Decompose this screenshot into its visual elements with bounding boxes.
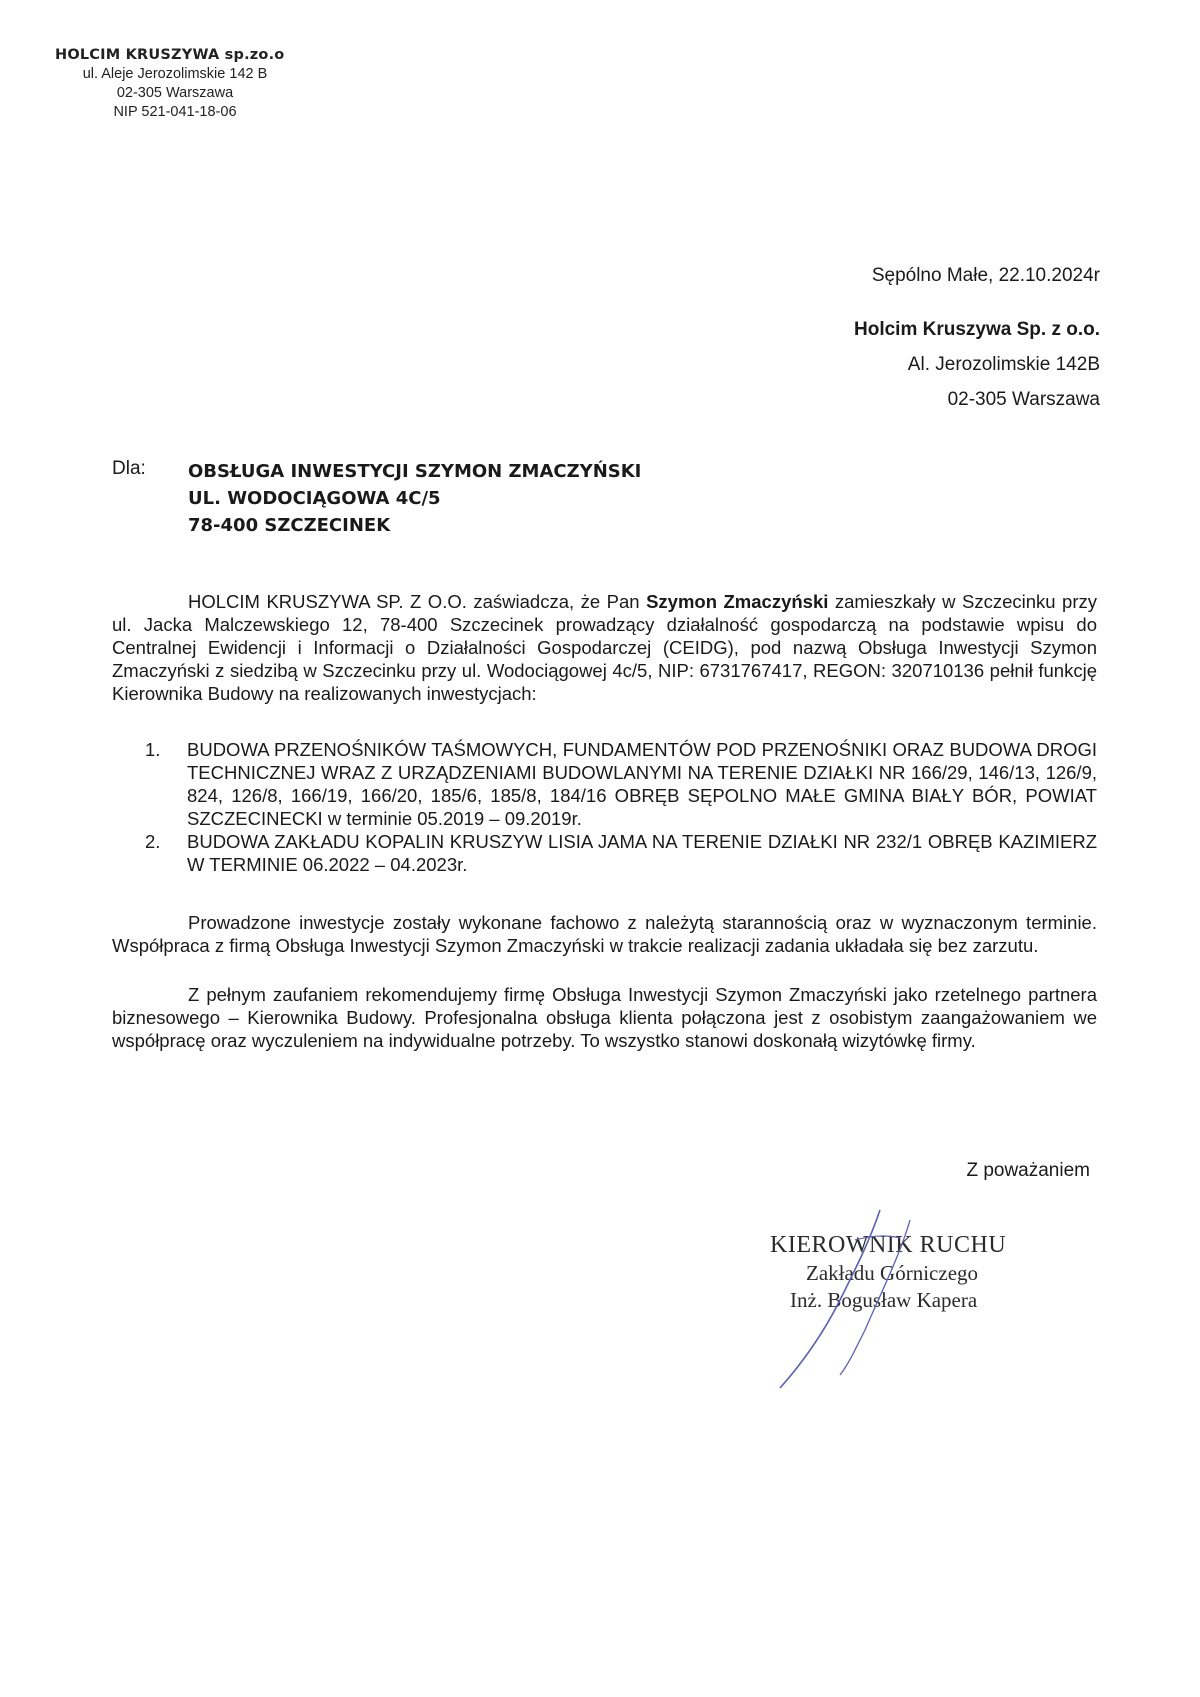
- letter-date: Sępólno Małe, 22.10.2024r: [871, 265, 1100, 286]
- sender-address: [854, 312, 1100, 417]
- list-item: [145, 738, 1097, 830]
- signature-department: Zakładu Górniczego: [806, 1261, 979, 1285]
- recipient-name: OBSŁUGA INWESTYCJI SZYMON ZMACZYŃSKI: [188, 461, 642, 482]
- sender-name: Holcim Kruszywa Sp. z o.o.: [854, 319, 1100, 340]
- intro-text-a: HOLCIM KRUSZYWA SP. Z O.O. zaświadcza, że Pan: [188, 591, 647, 612]
- handwritten-signature-icon: [760, 1200, 940, 1400]
- list-item-text: BUDOWA PRZENOŚNIKÓW TAŚMOWYCH, FUNDAMENTÓW POD PRZENOŚNIKI ORAZ BUDOWA DROGI TECHNICZNEJ WRAZ Z URZĄDZENIAMI BUDOWLANYMI NA TERENIE DZIAŁKI NR 166/29, 146/13, 126/9, 824, 126/8, 166/19, 166/20, 185/6, 185/8, 184/16 OBRĘB SĘPOLNO MAŁE GMINA BIAŁY BÓR, POWIAT SZCZECINECKI w terminie 05.2019 – 09.2019r.: [187, 739, 1097, 829]
- stamp-company: HOLCIM KRUSZYWA sp.zo.o: [55, 47, 285, 63]
- signature-name: Inż. Bogusław Kapera: [790, 1288, 978, 1312]
- recipient-city: 78-400 SZCZECINEK: [188, 515, 391, 536]
- list-item: [145, 830, 1097, 876]
- paragraph-intro: [112, 590, 1097, 705]
- paragraph-evaluation: Prowadzone inwestycje zostały wykonane fachowo z należytą starannością oraz w wyznaczonym terminie. Współpraca z firmą Obsługa Inwestycji Szymon Zmaczyński w trakcie realizacji zadania układała się bez zarzutu.: [112, 912, 1097, 956]
- sender-city: 02-305 Warszawa: [947, 389, 1100, 410]
- recipient-label: Dla:: [112, 458, 146, 479]
- closing-salutation: Z poważaniem: [966, 1160, 1090, 1181]
- stamp-city: 02-305 Warszawa: [116, 85, 234, 101]
- investment-list: [145, 738, 1097, 876]
- sender-street: Al. Jerozolimskie 142B: [907, 354, 1100, 375]
- company-stamp: [55, 46, 295, 122]
- stamp-nip: NIP 521-041-18-06: [113, 104, 237, 120]
- signature-title: KIEROWNIK RUCHU: [770, 1232, 1007, 1258]
- list-item-text: BUDOWA ZAKŁADU KOPALIN KRUSZYW LISIA JAMA NA TERENIE DZIAŁKI NR 232/1 OBRĘB KAZIMIERZ W TERMINIE 06.2022 – 04.2023r.: [187, 831, 1097, 875]
- person-name: Szymon Zmaczyński: [646, 591, 829, 612]
- intro-text-b: zamieszkały w Szczecinku przy ul. Jacka Malczewskiego 12, 78-400 Szczecinek prowadzący działalność gospodarczą na podstawie wpisu do Centralnej Ewidencji i Informacji o Działalności Gospodarczej (CEIDG), pod nazwą Obsługa Inwestycji Szymon Zmaczyński z siedzibą w Szczecinku przy ul. Wodociągowej 4c/5, NIP: 6731767417, REGON: 320710136 pełnił funkcję Kierownika Budowy na realizowanych inwestycjach:: [112, 591, 1098, 704]
- list-item-number: 1.: [145, 739, 161, 760]
- list-item-number: 2.: [145, 831, 161, 852]
- recipient-address: [188, 458, 641, 539]
- stamp-street: ul. Aleje Jerozolimskie 142 B: [82, 66, 268, 82]
- paragraph-recommendation: Z pełnym zaufaniem rekomendujemy firmę Obsługa Inwestycji Szymon Zmaczyński jako rzetelnego partnera biznesowego – Kierownika Budowy. Profesjonalna obsługa klienta połączona jest z osobistym zaangażowaniem we współpracę oraz wyczuleniem na indywidualne potrzeby. To wszystko stanowi doskonałą wizytówkę firmy.: [112, 984, 1097, 1051]
- recipient-street: UL. WODOCIĄGOWA 4C/5: [188, 488, 441, 509]
